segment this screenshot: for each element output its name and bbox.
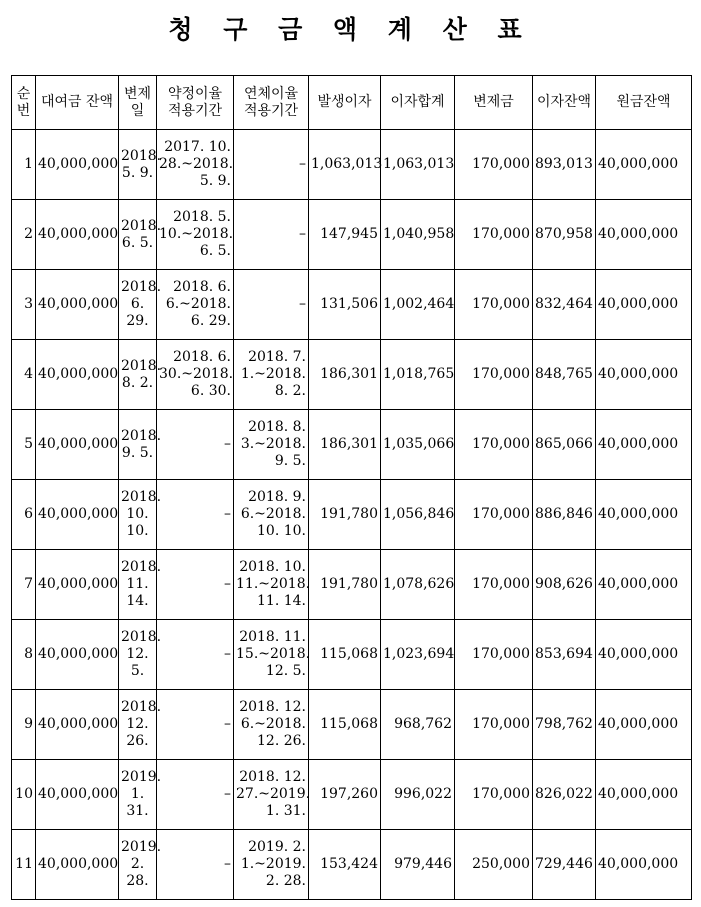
cell-line: 이자잔액: [536, 94, 592, 110]
cell-repay-date: [119, 480, 162, 550]
cell-line: 2018. 12.: [239, 769, 306, 785]
header-interest-total: [381, 76, 455, 130]
cell-line: 2018. 12.: [239, 699, 306, 715]
cell-line: 15.~2018.: [236, 646, 311, 662]
cell-interest: 191,780: [309, 480, 381, 550]
table-row: [12, 410, 692, 480]
cell-interest: 115,068: [309, 690, 381, 760]
cell-line: 1.: [130, 786, 145, 802]
cell-line: 9. 5.: [121, 444, 154, 461]
header-repay-date: [119, 76, 157, 130]
cell-line: –: [299, 296, 306, 312]
cell-repayment: 170,000: [455, 760, 533, 830]
cell-repayment: 170,000: [455, 410, 533, 480]
cell-loan-balance: 40,000,000: [36, 270, 119, 340]
cell-line: 8. 2.: [274, 383, 306, 399]
cell-interest: 147,945: [309, 200, 381, 270]
cell-line: 약정이율: [167, 85, 223, 102]
claim-calculation-table: [11, 75, 692, 900]
cell-interest-balance: 848,765: [533, 340, 596, 410]
cell-loan-balance: 40,000,000: [36, 830, 119, 900]
cell-overdue-period: [234, 760, 309, 830]
cell-principal-balance: 40,000,000: [596, 200, 692, 270]
cell-line: 순: [16, 85, 31, 102]
cell-repayment: 170,000: [455, 550, 533, 620]
cell-overdue-period: [234, 410, 309, 480]
cell-line: 12.: [126, 646, 149, 662]
cell-line: 9. 5.: [274, 453, 306, 469]
cell-contract-period: [157, 200, 234, 270]
cell-line: 연체이율: [243, 85, 299, 102]
cell-loan-balance: 40,000,000: [36, 200, 119, 270]
cell-loan-balance: 40,000,000: [36, 550, 119, 620]
cell-line: 6.: [130, 296, 145, 312]
table-row: [12, 130, 692, 200]
cell-line: 6.~2018.: [240, 506, 306, 522]
cell-line: 27.~2019.: [236, 786, 311, 802]
cell-repayment: 170,000: [455, 200, 533, 270]
cell-line: 10. 10.: [257, 523, 306, 539]
cell-repayment: 170,000: [455, 270, 533, 340]
cell-no: 11: [12, 830, 36, 900]
cell-interest: 186,301: [309, 410, 381, 480]
cell-no: 7: [12, 550, 36, 620]
cell-line: 일: [130, 102, 145, 119]
cell-principal-balance: 40,000,000: [596, 760, 692, 830]
cell-line: 10.~2018.: [159, 226, 234, 242]
cell-interest-balance: 865,066: [533, 410, 596, 480]
cell-overdue-period: [234, 130, 309, 200]
cell-line: 10.: [126, 506, 149, 522]
cell-line: –: [224, 576, 231, 592]
table-row: [12, 550, 692, 620]
cell-no: 5: [12, 410, 36, 480]
cell-line: –: [299, 156, 306, 172]
cell-line: 2018.: [121, 629, 162, 645]
table-row: [12, 270, 692, 340]
cell-repay-date: [119, 410, 162, 480]
header-no: [12, 76, 36, 130]
cell-line: 11.: [126, 576, 149, 592]
table-row: [12, 340, 692, 410]
cell-contract-period: [157, 270, 234, 340]
cell-interest-total: 1,078,626: [381, 550, 455, 620]
cell-contract-period: [157, 760, 234, 830]
cell-contract-period: [157, 550, 234, 620]
cell-line: 8. 2.: [121, 374, 154, 391]
cell-line: 12. 5.: [265, 663, 306, 679]
cell-interest-balance: 870,958: [533, 200, 596, 270]
cell-interest-balance: 826,022: [533, 760, 596, 830]
cell-line: 12. 26.: [257, 733, 306, 749]
cell-line: 2018. 10.: [239, 559, 306, 575]
cell-repay-date: [119, 550, 162, 620]
cell-line: 1. 31.: [265, 803, 306, 819]
cell-loan-balance: 40,000,000: [36, 620, 119, 690]
cell-principal-balance: 40,000,000: [596, 340, 692, 410]
cell-line: –: [224, 856, 231, 872]
cell-interest-total: 1,002,464: [381, 270, 455, 340]
cell-principal-balance: 40,000,000: [596, 480, 692, 550]
cell-line: 6. 30.: [190, 383, 231, 399]
cell-repayment: 170,000: [455, 340, 533, 410]
cell-line: 적용기간: [167, 102, 223, 119]
cell-no: 3: [12, 270, 36, 340]
table-row: [12, 200, 692, 270]
cell-repayment: 170,000: [455, 690, 533, 760]
cell-line: 2018.: [121, 699, 162, 715]
cell-overdue-period: [234, 690, 309, 760]
cell-line: 5.: [130, 663, 145, 679]
cell-interest-total: 1,023,694: [381, 620, 455, 690]
cell-loan-balance: 40,000,000: [36, 690, 119, 760]
cell-loan-balance: 40,000,000: [36, 130, 119, 200]
header-interest-balance: [533, 76, 596, 130]
cell-line: 26.: [126, 733, 149, 749]
cell-line: 발생이자: [317, 94, 372, 110]
cell-repay-date: [119, 760, 162, 830]
cell-line: 2018.: [121, 559, 162, 575]
cell-line: 6. 5.: [121, 234, 154, 251]
cell-contract-period: [157, 830, 234, 900]
cell-line: –: [224, 436, 231, 452]
cell-line: 6. 29.: [190, 313, 231, 329]
cell-line: 11.~2018.: [236, 576, 311, 592]
cell-loan-balance: 40,000,000: [36, 340, 119, 410]
cell-line: 2019.: [121, 839, 162, 855]
cell-repay-date: [119, 270, 162, 340]
cell-line: 2018. 5.: [173, 209, 231, 225]
cell-line: 6. 5.: [199, 243, 231, 259]
cell-line: 2018. 11.: [239, 629, 306, 645]
cell-line: 14.: [126, 593, 149, 609]
cell-line: –: [224, 716, 231, 732]
cell-line: 2018. 9.: [248, 489, 306, 505]
cell-overdue-period: [234, 480, 309, 550]
cell-repayment: 250,000: [455, 830, 533, 900]
cell-line: 2018.: [121, 217, 162, 234]
cell-interest-total: 968,762: [381, 690, 455, 760]
cell-interest-total: 1,035,066: [381, 410, 455, 480]
cell-line: 3.~2018.: [240, 436, 306, 452]
page-title: 청 구 금 액 계 산 표: [168, 15, 533, 44]
cell-interest: 186,301: [309, 340, 381, 410]
header-contract-period: [157, 76, 234, 130]
cell-line: 번: [16, 102, 31, 119]
cell-interest-total: 979,446: [381, 830, 455, 900]
table-row: [12, 690, 692, 760]
cell-overdue-period: [234, 200, 309, 270]
cell-overdue-period: [234, 620, 309, 690]
cell-line: 2.: [130, 856, 145, 872]
cell-overdue-period: [234, 270, 309, 340]
cell-line: –: [299, 226, 306, 242]
cell-no: 1: [12, 130, 36, 200]
cell-line: 2018.: [121, 147, 162, 164]
cell-contract-period: [157, 620, 234, 690]
cell-interest-total: 1,040,958: [381, 200, 455, 270]
cell-interest-balance: 798,762: [533, 690, 596, 760]
cell-line: 28.~2018.: [159, 156, 234, 172]
cell-line: 30.~2018.: [159, 366, 234, 382]
header-principal-balance: [596, 76, 692, 130]
cell-line: 2018. 6.: [173, 279, 231, 295]
cell-principal-balance: 40,000,000: [596, 550, 692, 620]
cell-line: 1.~2018.: [240, 366, 306, 382]
table-row: [12, 830, 692, 900]
cell-line: 1.~2019.: [240, 856, 306, 872]
cell-contract-period: [157, 340, 234, 410]
cell-interest-balance: 893,013: [533, 130, 596, 200]
cell-overdue-period: [234, 830, 309, 900]
cell-line: –: [224, 646, 231, 662]
cell-line: –: [224, 506, 231, 522]
cell-principal-balance: 40,000,000: [596, 690, 692, 760]
cell-line: 2017. 10.: [164, 139, 231, 155]
cell-overdue-period: [234, 550, 309, 620]
cell-line: 6.~2018.: [240, 716, 306, 732]
cell-interest-total: 1,063,013: [381, 130, 455, 200]
cell-line: 2019. 2.: [248, 839, 306, 855]
header-loan-balance: [36, 76, 119, 130]
header-repayment: [455, 76, 533, 130]
cell-contract-period: [157, 130, 234, 200]
cell-loan-balance: 40,000,000: [36, 410, 119, 480]
cell-no: 10: [12, 760, 36, 830]
cell-interest: 191,780: [309, 550, 381, 620]
cell-line: 2018. 7.: [248, 349, 306, 365]
cell-no: 4: [12, 340, 36, 410]
cell-line: 2. 28.: [265, 873, 306, 889]
cell-line: 대여금 잔액: [40, 94, 114, 110]
cell-no: 6: [12, 480, 36, 550]
table-row: [12, 760, 692, 830]
cell-interest-balance: 832,464: [533, 270, 596, 340]
cell-interest-total: 1,018,765: [381, 340, 455, 410]
cell-repayment: 170,000: [455, 620, 533, 690]
cell-interest-total: 996,022: [381, 760, 455, 830]
cell-interest: 115,068: [309, 620, 381, 690]
cell-repay-date: [119, 200, 162, 270]
cell-overdue-period: [234, 340, 309, 410]
cell-interest-balance: 729,446: [533, 830, 596, 900]
cell-principal-balance: 40,000,000: [596, 270, 692, 340]
cell-loan-balance: 40,000,000: [36, 760, 119, 830]
cell-line: 5. 9.: [121, 164, 154, 181]
table-row: [12, 620, 692, 690]
cell-repay-date: [119, 830, 162, 900]
header-row: [12, 76, 692, 130]
cell-interest: 197,260: [309, 760, 381, 830]
cell-interest-total: 1,056,846: [381, 480, 455, 550]
cell-line: 28.: [126, 873, 149, 889]
cell-line: 변제금: [473, 94, 514, 110]
cell-line: 변제: [123, 85, 152, 102]
cell-repay-date: [119, 130, 162, 200]
cell-repay-date: [119, 620, 162, 690]
cell-no: 2: [12, 200, 36, 270]
cell-line: 2018.: [121, 357, 162, 374]
cell-line: 5. 9.: [199, 173, 231, 189]
cell-repay-date: [119, 690, 162, 760]
cell-line: 원금잔액: [616, 94, 671, 110]
cell-principal-balance: 40,000,000: [596, 620, 692, 690]
cell-line: 31.: [126, 803, 149, 819]
cell-contract-period: [157, 410, 234, 480]
cell-repay-date: [119, 340, 162, 410]
header-overdue-period: [234, 76, 309, 130]
cell-principal-balance: 40,000,000: [596, 410, 692, 480]
cell-contract-period: [157, 480, 234, 550]
cell-line: 11. 14.: [257, 593, 306, 609]
cell-interest: 153,424: [309, 830, 381, 900]
cell-interest: 1,063,013: [309, 130, 381, 200]
cell-line: 2018. 8.: [248, 419, 306, 435]
cell-line: 2018. 6.: [173, 349, 231, 365]
cell-contract-period: [157, 690, 234, 760]
cell-line: 6.~2018.: [165, 296, 231, 312]
cell-repayment: 170,000: [455, 130, 533, 200]
cell-principal-balance: 40,000,000: [596, 830, 692, 900]
cell-interest-balance: 908,626: [533, 550, 596, 620]
cell-interest-balance: 853,694: [533, 620, 596, 690]
cell-line: 10.: [126, 523, 149, 539]
cell-line: 이자합계: [390, 94, 445, 110]
cell-interest-balance: 886,846: [533, 480, 596, 550]
cell-line: 2019.: [121, 769, 162, 785]
cell-line: 2018.: [121, 489, 162, 505]
cell-no: 9: [12, 690, 36, 760]
cell-line: 12.: [126, 716, 149, 732]
cell-line: 29.: [126, 313, 149, 329]
header-interest: [309, 76, 381, 130]
cell-no: 8: [12, 620, 36, 690]
cell-interest: 131,506: [309, 270, 381, 340]
cell-line: 2018.: [121, 427, 162, 444]
table-row: [12, 480, 692, 550]
cell-principal-balance: 40,000,000: [596, 130, 692, 200]
cell-repayment: 170,000: [455, 480, 533, 550]
cell-line: 적용기간: [243, 102, 299, 119]
cell-loan-balance: 40,000,000: [36, 480, 119, 550]
cell-line: 2018.: [121, 279, 162, 295]
cell-line: –: [224, 786, 231, 802]
